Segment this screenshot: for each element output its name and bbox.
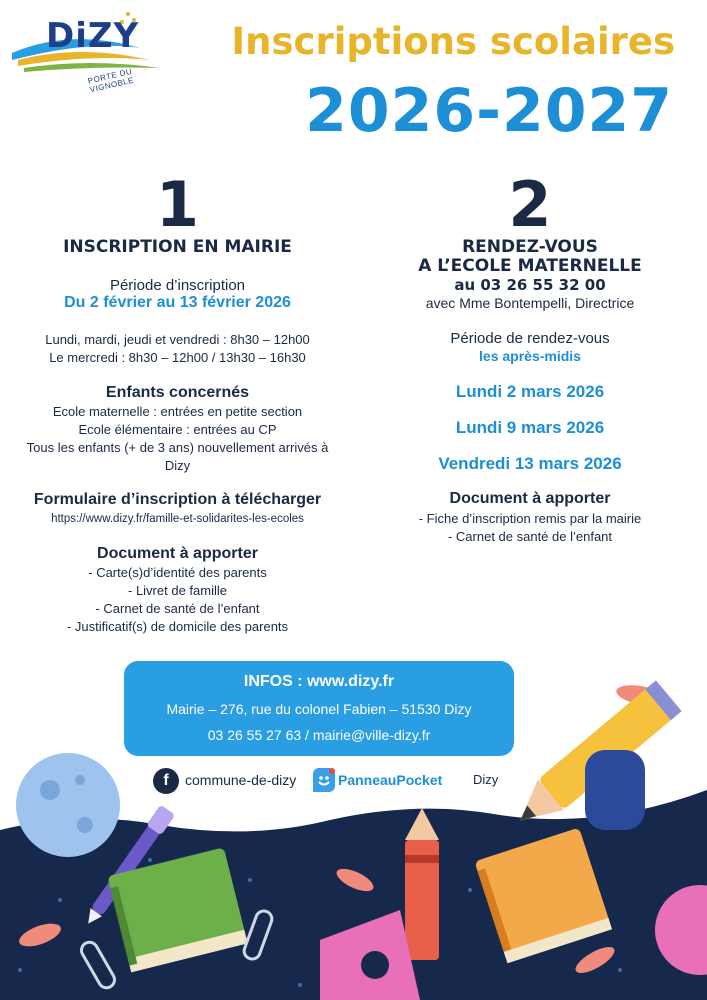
mairie-address: Mairie – 276, rue du colonel Fabien – 51530 Dizy <box>166 701 472 717</box>
children-line: Tous les enfants (+ de 3 ans) nouvellement arrivés à <box>26 440 329 455</box>
panneaupocket-commune: Dizy <box>473 772 499 787</box>
form-download-link[interactable]: https://www.dizy.fr/famille-et-solidarites-les-ecoles <box>51 513 304 525</box>
moon-icon <box>16 753 120 857</box>
school-supplies-illustration <box>0 640 707 1000</box>
registration-period-dates: Du 2 février au 13 février 2026 <box>64 294 291 311</box>
children-title: Enfants concernés <box>105 384 250 401</box>
opening-hours-weekdays: Lundi, mardi, jeudi et vendredi : 8h30 – 12h00 <box>45 332 310 347</box>
form-title: Formulaire d’inscription à télécharger <box>33 491 322 508</box>
opening-hours-wednesday: Le mercredi : 8h30 – 12h00 / 13h30 – 16h30 <box>49 350 306 365</box>
children-line: Dizy <box>164 458 191 473</box>
step-1-docs-title: Document à apporter <box>97 545 258 562</box>
doc-item: - Carte(s)d’identité des parents <box>88 565 267 580</box>
director-name: avec Mme Bontempelli, Directrice <box>425 295 635 311</box>
page-title: Inscriptions scolaires <box>231 20 675 63</box>
facebook-handle[interactable]: commune-de-dizy <box>185 772 297 788</box>
appointment-date: Vendredi 13 mars 2026 <box>438 454 622 473</box>
children-line: Ecole maternelle : entrées en petite section <box>52 404 303 419</box>
school-year: 2026-2027 <box>305 76 673 146</box>
dizy-logo <box>10 8 165 93</box>
step-2-heading: A L’ECOLE MATERNELLE <box>418 256 642 276</box>
infos-title[interactable]: INFOS : www.dizy.fr <box>243 673 395 690</box>
step-2-docs-title: Document à apporter <box>449 490 611 507</box>
step-2-heading: RENDEZ-VOUS <box>462 237 598 257</box>
panneaupocket-brand[interactable]: PanneauPocket <box>338 772 443 788</box>
logo-wordmark: DiZY <box>46 16 140 56</box>
appointment-date: Lundi 2 mars 2026 <box>455 382 605 401</box>
doc-item: - Livret de famille <box>128 583 227 598</box>
mairie-contact[interactable]: 03 26 55 27 63 / mairie@ville-dizy.fr <box>207 727 431 743</box>
logo-tagline: PORTE DU VIGNOBLE <box>86 66 135 95</box>
crayon-icon <box>405 808 439 960</box>
step-1-number: 1 <box>155 168 200 241</box>
appointment-period-label: Période de rendez-vous <box>450 330 610 347</box>
doc-item: - Carnet de santé de l’enfant <box>95 601 260 616</box>
doc-item: - Justificatif(s) de domicile des parents <box>66 619 289 634</box>
appointment-date: Lundi 9 mars 2026 <box>455 418 605 437</box>
registration-period-label: Période d’inscription <box>109 277 246 294</box>
step-1-heading: INSCRIPTION EN MAIRIE <box>63 237 292 257</box>
appointment-period-note: les après-midis <box>479 348 581 364</box>
doc-item: - Carnet de santé de l’enfant <box>447 529 613 544</box>
school-phone: au 03 26 55 32 00 <box>454 276 606 294</box>
step-2-number: 2 <box>508 168 552 241</box>
facebook-icon[interactable]: f <box>153 768 179 794</box>
doc-item: - Fiche d’inscription remis par la mairie <box>418 511 642 526</box>
rocket-icon <box>585 750 645 830</box>
children-line: Ecole élémentaire : entrées au CP <box>78 422 277 437</box>
